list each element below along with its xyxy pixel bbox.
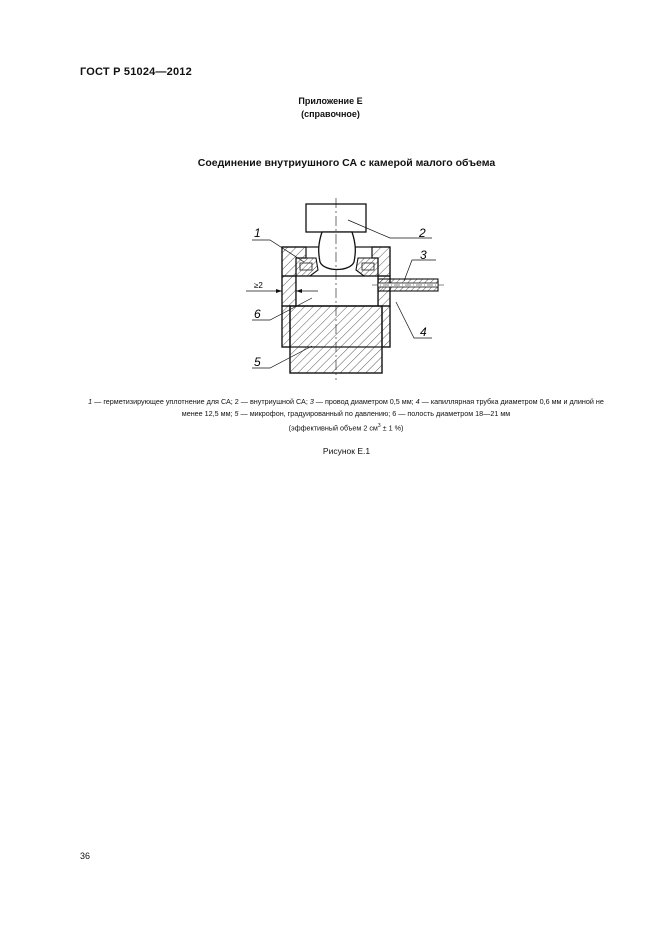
figure-title: Соединение внутриушного СА с камерой малого объема <box>197 157 496 169</box>
figure-legend <box>80 396 612 435</box>
page-number: 36 <box>80 851 91 861</box>
legend-num-2: 2 <box>234 397 239 406</box>
legend-text-2: — внутриушной СА; <box>238 397 310 406</box>
annex-note: (справочное) <box>301 109 360 119</box>
legend-text-1: — герметизирующее уплотнение для СА; <box>92 397 235 406</box>
callout-6: 6 <box>254 307 261 321</box>
legend-num-6: 6 <box>392 409 397 419</box>
legend-text-6: — полость диаметром 18—21 мм <box>396 409 511 419</box>
legend-num-5: 5 <box>234 409 239 419</box>
legend-volume-prefix: (эффективный объем 2 см <box>288 423 378 433</box>
annex-title: Приложение Е <box>298 96 363 106</box>
legend-volume-suffix: ± 1 %) <box>380 423 404 433</box>
dimension-label: ≥2 <box>254 281 263 290</box>
technical-drawing <box>230 195 450 380</box>
legend-text-5: — микрофон, градуированный по давлению; <box>238 409 393 419</box>
standard-header: ГОСТ Р 51024—2012 <box>80 66 192 78</box>
legend-volume-sup: 3 <box>377 423 381 430</box>
legend-text-3: — провод диаметром 0,5 мм; <box>313 397 416 406</box>
callout-1: 1 <box>254 226 261 240</box>
legend-text-4: — капиллярная трубка диаметром 0,6 мм и длиной не менее 12,5 мм; <box>181 397 604 419</box>
callout-3: 3 <box>420 248 427 262</box>
figure-label: Рисунок Е.1 <box>322 446 371 456</box>
callout-5: 5 <box>254 355 261 369</box>
callout-4: 4 <box>420 325 427 339</box>
callout-2: 2 <box>419 226 426 240</box>
annex-heading <box>0 95 661 121</box>
legend-num-4: 4 <box>415 397 420 406</box>
legend-num-3: 3 <box>309 397 314 406</box>
legend-num-1: 1 <box>88 397 93 406</box>
